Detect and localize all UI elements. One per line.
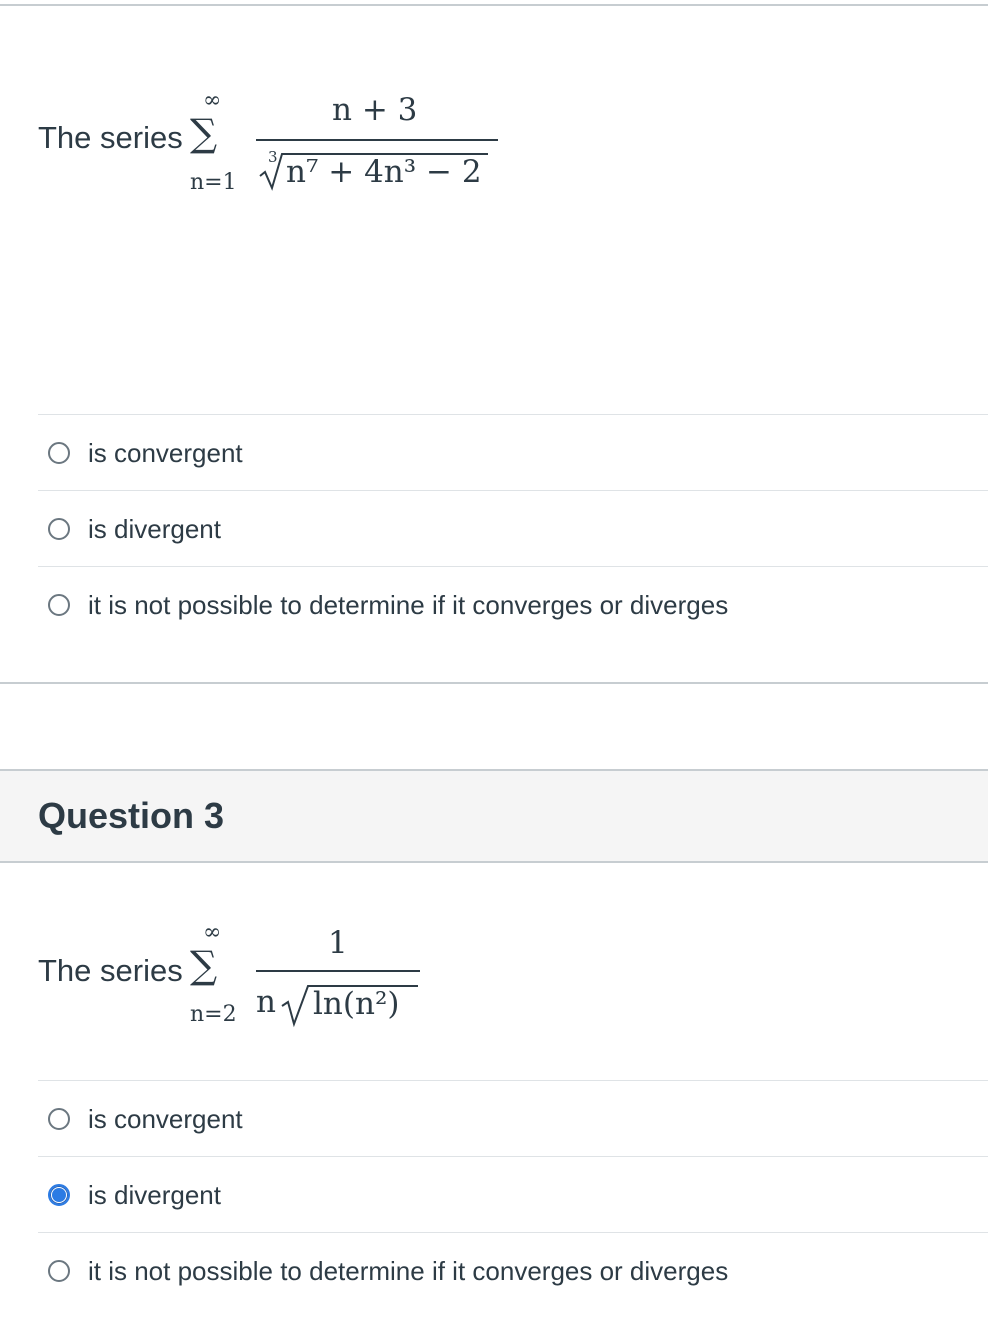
answer-label: is convergent <box>88 1103 243 1134</box>
radio-button[interactable] <box>48 1260 70 1282</box>
answer-label: is divergent <box>88 1179 221 1210</box>
question-prompt: The series <box>38 953 183 988</box>
fraction-denominator: n⁷ + 4n³ − 2 <box>286 154 482 190</box>
fraction-bar <box>256 139 498 141</box>
question-title: Question 3 <box>38 795 225 836</box>
question-prompt: The series <box>38 120 183 155</box>
radio-button[interactable] <box>48 442 70 464</box>
top-divider <box>0 4 988 6</box>
root-index: 3 <box>268 148 278 166</box>
fraction-bar <box>256 970 420 972</box>
sum-upper-limit: ∞ <box>203 88 222 113</box>
sum-lower-limit: n=2 <box>190 1002 237 1027</box>
sum-upper-limit: ∞ <box>203 920 222 945</box>
sigma-symbol: ∑ <box>190 111 218 155</box>
question-bottom-divider <box>0 682 988 684</box>
answer-option-divergent[interactable] <box>38 490 988 567</box>
fraction-numerator: 1 <box>328 925 348 961</box>
sigma-symbol: ∑ <box>190 943 218 987</box>
answer-option-convergent[interactable] <box>38 414 988 491</box>
answer-option-divergent[interactable] <box>38 1156 988 1233</box>
answer-label: it is not possible to determine if it converges or diverges <box>88 589 729 620</box>
sum-lower-limit: n=1 <box>190 170 237 195</box>
denominator-prefix: n <box>256 984 276 1020</box>
answer-option-indeterminate[interactable] <box>38 1232 988 1309</box>
denominator-radicand: ln(n²) <box>313 986 400 1022</box>
question-header <box>0 769 988 863</box>
answer-option-indeterminate[interactable] <box>38 566 988 643</box>
answer-option-convergent[interactable] <box>38 1080 988 1157</box>
radio-button[interactable] <box>48 594 70 616</box>
radio-button[interactable] <box>48 1108 70 1130</box>
answer-label: it is not possible to determine if it converges or diverges <box>88 1255 729 1286</box>
answer-label: is convergent <box>88 437 243 468</box>
radio-button[interactable] <box>48 518 70 540</box>
answer-label: is divergent <box>88 513 221 544</box>
radio-button-selected[interactable] <box>48 1184 70 1206</box>
fraction-numerator: n + 3 <box>332 92 418 128</box>
